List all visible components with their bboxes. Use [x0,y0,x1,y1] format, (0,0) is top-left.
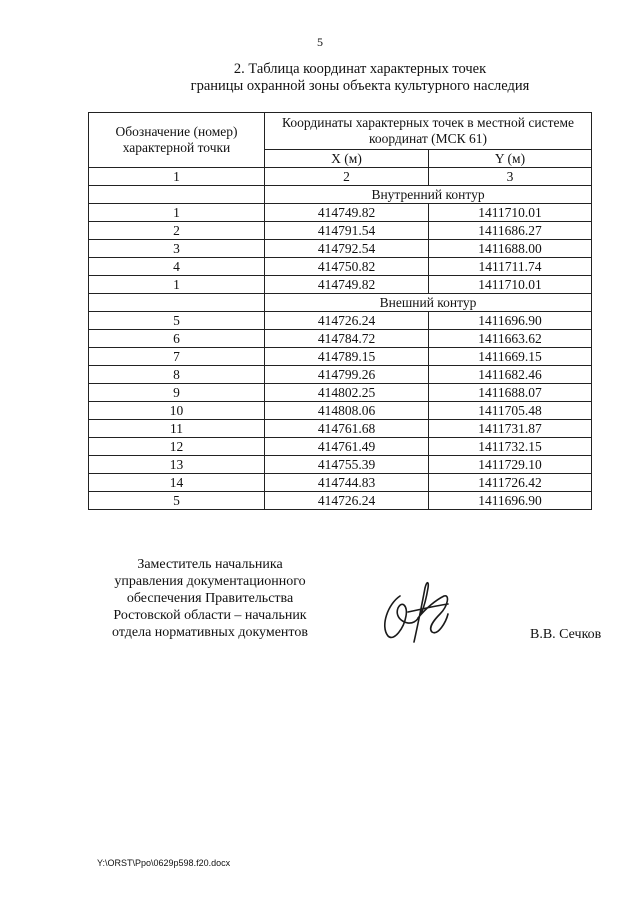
table-row [89,240,592,258]
point-number-cell: 11 [89,420,265,438]
point-number-cell: 2 [89,222,265,240]
position-line: Заместитель начальника [137,557,283,572]
y-coordinate-cell: 1411726.42 [429,474,592,492]
table-row [89,438,592,456]
x-coordinate-cell: 414802.25 [265,384,429,402]
col-number-3: 3 [429,168,592,186]
point-number-cell: 8 [89,366,265,384]
x-coordinate-cell: 414749.82 [265,276,429,294]
x-coordinate-cell: 414808.06 [265,402,429,420]
point-number-cell: 3 [89,240,265,258]
y-coordinate-cell: 1411688.00 [429,240,592,258]
y-coordinate-cell: 1411688.07 [429,384,592,402]
table-row [89,258,592,276]
x-coordinate-cell: 414761.68 [265,420,429,438]
header-coords: Координаты характерных точек в местной системе координат (МСК 61) [265,113,592,150]
x-coordinate-cell: 414792.54 [265,240,429,258]
x-coordinate-cell: 414726.24 [265,492,429,510]
table-row [89,456,592,474]
title-line-1: 2. Таблица координат характерных точек [233,61,487,77]
point-number-cell: 14 [89,474,265,492]
table-row [89,222,592,240]
x-coordinate-cell: 414784.72 [265,330,429,348]
signature-title-block [85,556,335,641]
table-row [89,204,592,222]
y-coordinate-cell: 1411682.46 [429,366,592,384]
signer-name: В.В. Сечков [530,627,602,642]
header-row [89,113,592,150]
col-number-2: 2 [265,168,429,186]
y-coordinate-cell: 1411729.10 [429,456,592,474]
table-row [89,348,592,366]
x-coordinate-cell: 414799.26 [265,366,429,384]
position-line: управления документационного [114,574,306,589]
point-number-cell: 13 [89,456,265,474]
column-number-row [89,168,592,186]
y-coordinate-cell: 1411731.87 [429,420,592,438]
point-number-cell: 7 [89,348,265,366]
x-coordinate-cell: 414726.24 [265,312,429,330]
y-coordinate-cell: 1411696.90 [429,492,592,510]
table-row [89,402,592,420]
table-row [89,276,592,294]
header-x: X (м) [265,150,429,168]
col-number-1: 1 [89,168,265,186]
coordinates-table [88,112,592,510]
x-coordinate-cell: 414761.49 [265,438,429,456]
table-row [89,420,592,438]
table-row [89,474,592,492]
position-line: обеспечения Правительства [126,591,294,606]
x-coordinate-cell: 414755.39 [265,456,429,474]
table-row [89,330,592,348]
x-coordinate-cell: 414749.82 [265,204,429,222]
table-title [60,61,640,95]
y-coordinate-cell: 1411710.01 [429,204,592,222]
point-number-cell: 12 [89,438,265,456]
point-number-cell: 5 [89,312,265,330]
handwritten-signature [378,578,458,650]
position-line: Ростовской области – начальник [113,608,307,623]
y-coordinate-cell: 1411705.48 [429,402,592,420]
blank-cell [89,294,265,312]
point-number-cell: 9 [89,384,265,402]
outer-contour-label: Внешний контур [265,294,592,312]
y-coordinate-cell: 1411732.15 [429,438,592,456]
point-number-cell: 4 [89,258,265,276]
header-y: Y (м) [429,150,592,168]
table-row [89,492,592,510]
table-row [89,366,592,384]
x-coordinate-cell: 414789.15 [265,348,429,366]
y-coordinate-cell: 1411669.15 [429,348,592,366]
header-point: Обозначение (номер) характерной точки [89,113,265,168]
point-number-cell: 5 [89,492,265,510]
x-coordinate-cell: 414744.83 [265,474,429,492]
inner-contour-label: Внутренний контур [265,186,592,204]
y-coordinate-cell: 1411710.01 [429,276,592,294]
position-line: отдела нормативных документов [112,625,308,640]
table-row [89,312,592,330]
y-coordinate-cell: 1411663.62 [429,330,592,348]
title-line-2: границы охранной зоны объекта культурного наследия [190,78,530,94]
y-coordinate-cell: 1411686.27 [429,222,592,240]
point-number-cell: 10 [89,402,265,420]
table-row [89,384,592,402]
point-number-cell: 1 [89,276,265,294]
file-path-footer: Y:\ORST\Ppo\0629p598.f20.docx [97,858,231,868]
page-number: 5 [317,35,323,49]
x-coordinate-cell: 414750.82 [265,258,429,276]
point-number-cell: 1 [89,204,265,222]
y-coordinate-cell: 1411711.74 [429,258,592,276]
blank-cell [89,186,265,204]
y-coordinate-cell: 1411696.90 [429,312,592,330]
inner-contour-label-row [89,186,592,204]
point-number-cell: 6 [89,330,265,348]
x-coordinate-cell: 414791.54 [265,222,429,240]
outer-contour-label-row [89,294,592,312]
